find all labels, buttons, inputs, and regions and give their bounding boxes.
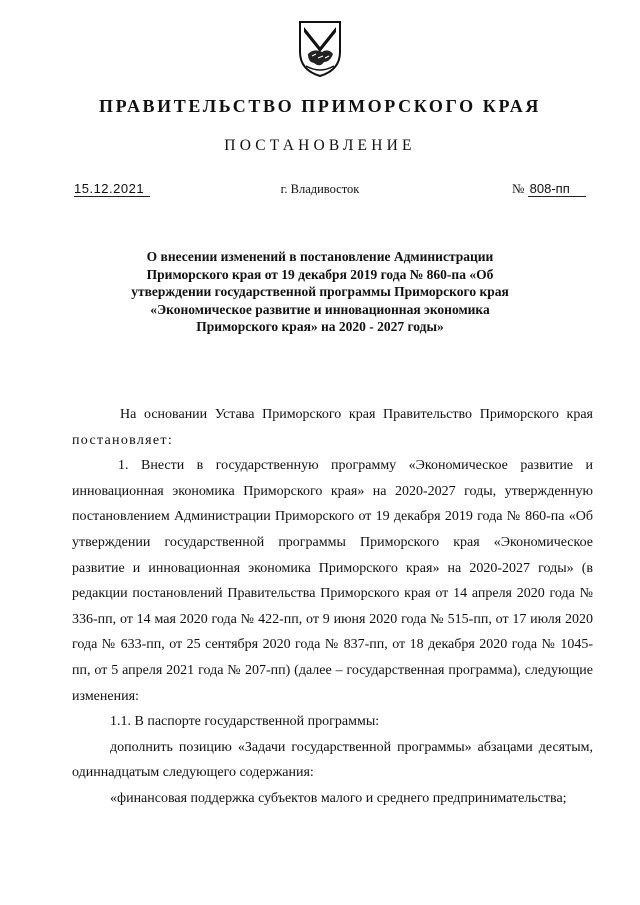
quote-paragraph: «финансовая поддержка субъектов малого и среднего предпринимательства;: [110, 790, 567, 806]
document-city: г. Владивосток: [280, 182, 360, 196]
coat-of-arms-icon: [296, 18, 344, 80]
government-title: ПРАВИТЕЛЬСТВО ПРИМОРСКОГО КРАЯ: [99, 96, 541, 116]
preamble-verb: постановляет:: [72, 432, 174, 448]
document-type: ПОСТАНОВЛЕНИЕ: [224, 137, 416, 154]
document-body: [72, 402, 593, 812]
number-value: 808-пп: [528, 181, 586, 197]
preamble-lead: На основании Устава Приморского края Правительство Приморского края: [120, 407, 593, 422]
preamble-paragraph: [72, 402, 593, 453]
item-1-1-paragraph: 1.1. В паспорте государственной программы:: [110, 714, 380, 730]
item-1-paragraph: 1. Внести в государственную программу «Экономическое развитие и инновационная экономика Приморского края» на 2020-2027 годы, утвержденную постановлением Администрации Приморского от 19 декабря 2019 года № 860-па «Об утверждении государственной программы Приморского края «Экономическое развитие и инновационная экономика Приморского края» на 2020-2027 годы» (в редакции постановлений Правительства Приморского края от 14 апреля 2020 года № 336-пп, от 14 мая 2020 года № 422-пп, от 9 июня 2020 года № 515-пп, от 17 июля 2020 года № 633-пп, от 25 сентября 2020 года № 837-пп, от 18 декабря 2020 года № 1045-пп, от 5 апреля 2021 года № 207-пп) (далее – государственная программа), следующие изменения:: [72, 458, 593, 704]
addition-paragraph: дополнить позицию «Задачи государственной программы» абзацами десятым, одиннадцатым следующего содержания:: [72, 739, 593, 781]
document-number: [512, 181, 586, 197]
document-subject: О внесении изменений в постановление Администрации Приморского края от 19 декабря 2019 года № 860-па «Об утверждении государственной программы Приморского края «Экономическое развитие и инновационная экономика Приморского края» на 2020 - 2027 годы»: [131, 249, 509, 334]
document-date: 15.12.2021: [74, 181, 150, 197]
number-prefix: №: [512, 181, 525, 196]
